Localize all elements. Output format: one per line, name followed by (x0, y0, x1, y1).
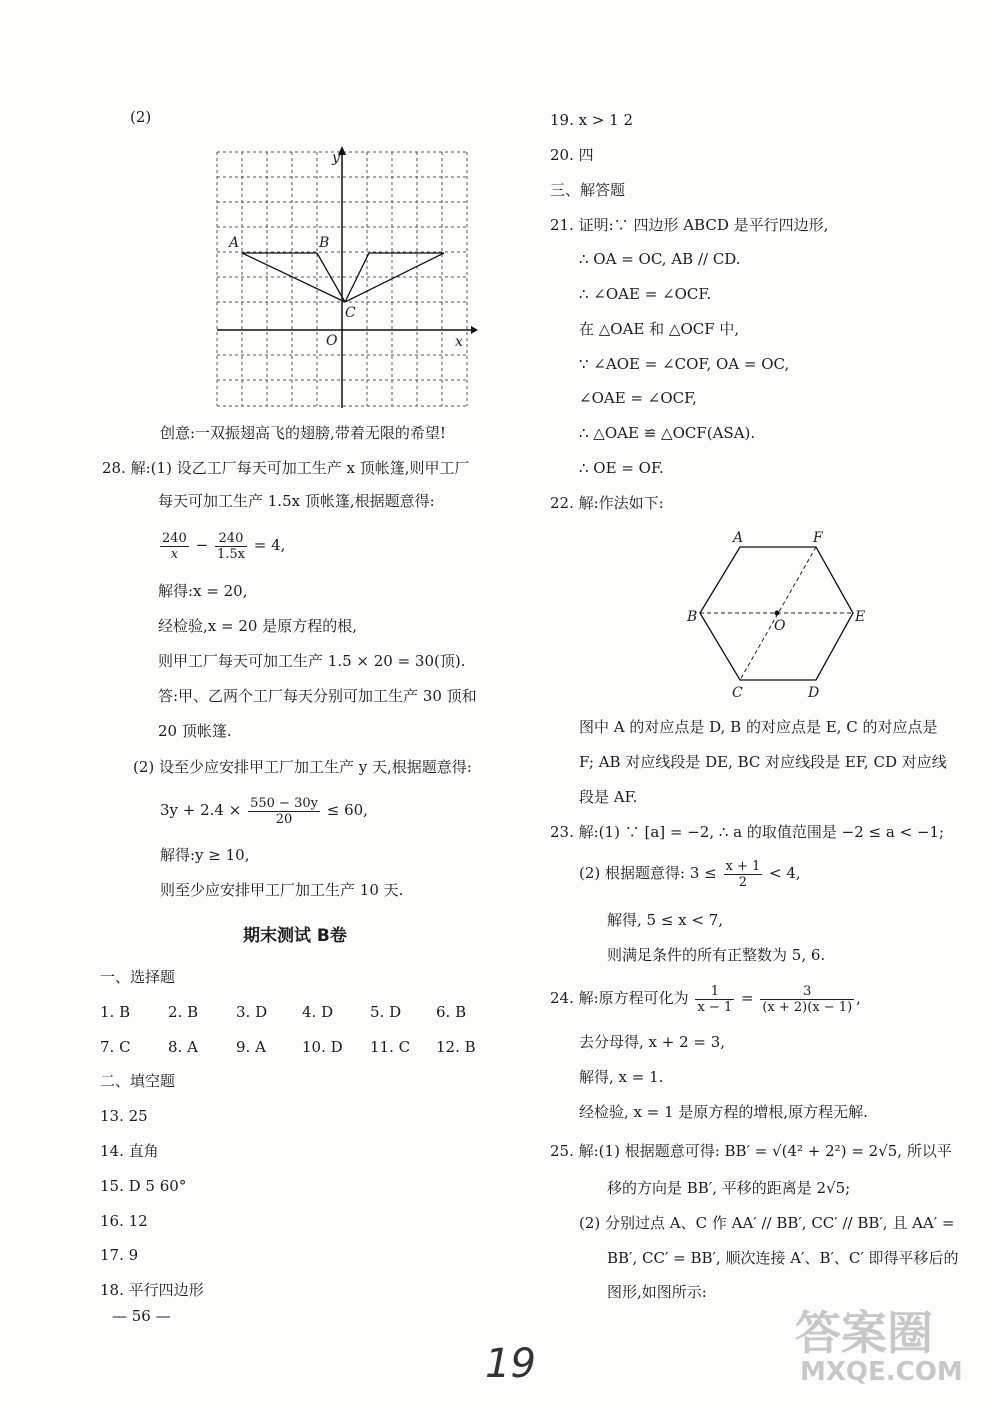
fill-17: 17. 9 (100, 1246, 139, 1264)
q23-part1: 23. 解:(1) ∵ [a] = −2, ∴ a 的取值范围是 −2 ≤ a < −1; (550, 823, 945, 841)
point-label-b: B (319, 235, 330, 251)
q28-then: 则甲工厂每天可加工生产 1.5 × 20 = 30(顶). (158, 652, 466, 670)
q21-line2: ∴ OA = OC, AB // CD. (579, 250, 741, 268)
x-axis-label: x (455, 334, 463, 350)
q22-text1: 图中 A 的对应点是 D, B 的对应点是 E, C 的对应点是 (579, 718, 938, 736)
q22-text3: 段是 AF. (579, 788, 638, 806)
fill-16: 16. 12 (100, 1212, 148, 1230)
q24-line4: 经检验, x = 1 是原方程的增根,原方程无解. (579, 1103, 868, 1121)
section-fill: 二、填空题 (100, 1072, 176, 1090)
point-label-a: A (229, 235, 240, 251)
fill-13: 13. 25 (100, 1107, 148, 1125)
q24-equation: 24. 解:原方程可化为 $\frac{1}{x - 1}$ = $\frac{3}{(x + 2)(x - 1)}$ , (550, 983, 861, 1015)
q23-answer: 则满足条件的所有正整数为 5, 6. (607, 946, 826, 964)
q21-line3: ∴ ∠OAE = ∠OCF. (579, 285, 712, 303)
fill-14: 14. 直角 (100, 1142, 159, 1160)
q22-text2: F; AB 对应线段是 DE, BC 对应线段是 EF, CD 对应线 (579, 753, 947, 771)
q23-part2: (2) 根据题意得: 3 ≤ $\frac{x + 1}{2}$ < 4, (579, 858, 801, 890)
hex-label-o: O (774, 618, 786, 634)
mc-9: 9. A (236, 1038, 266, 1056)
q20: 20. 四 (550, 146, 594, 164)
fill-15: 15. D 5 60° (100, 1177, 187, 1195)
q21-line6: ∠OAE = ∠OCF, (579, 389, 697, 407)
q28-part2: (2) 设至少应安排甲工厂加工生产 y 天,根据题意得: (133, 758, 472, 776)
hexagon-figure (680, 530, 880, 705)
q28-answer2: 20 顶帐篷. (158, 722, 232, 740)
q28-line2: 每天可加工生产 1.5x 顶帐篷,根据题意得: (158, 492, 435, 510)
mc-2: 2. B (168, 1003, 199, 1021)
mc-6: 6. B (436, 1003, 467, 1021)
q25-line2: 移的方向是 BB′, 平移的距离是 2√5; (607, 1179, 851, 1197)
q24-line3: 解得, x = 1. (579, 1068, 664, 1086)
mc-8: 8. A (168, 1038, 198, 1056)
coordinate-grid-figure (215, 150, 470, 410)
hex-label-f: F (813, 530, 823, 546)
q24-line2: 去分母得, x + 2 = 3, (579, 1033, 726, 1051)
q22: 22. 解:作法如下: (550, 494, 664, 512)
part-label-2: (2) (130, 108, 152, 126)
q28-check: 经检验,x = 20 是原方程的根, (158, 617, 357, 635)
q23-solution: 解得, 5 ≤ x < 7, (607, 911, 724, 929)
page-number: — 56 — (112, 1307, 171, 1325)
hex-label-e: E (855, 609, 866, 625)
q25-line4: BB′, CC′ = BB′, 顺次连接 A′、B′、C′ 即得平移后的 (607, 1249, 959, 1267)
q21-line4: 在 △OAE 和 △OCF 中, (579, 320, 740, 338)
q19: 19. x > 1 2 (550, 111, 634, 129)
section-choice: 一、选择题 (100, 968, 176, 986)
hex-label-d: D (808, 685, 820, 701)
q21-line7: ∴ △OAE ≌ △OCF(ASA). (579, 424, 756, 442)
section-title: 期末测试 B卷 (243, 926, 347, 946)
watermark-logo: 答案圈 (795, 1306, 933, 1360)
fill-18: 18. 平行四边形 (100, 1281, 204, 1299)
origin-label: O (326, 333, 338, 349)
q21-line8: ∴ OE = OF. (579, 459, 664, 477)
mc-1: 1. B (100, 1003, 131, 1021)
q28-answer1: 答:甲、乙两个工厂每天分别可加工生产 30 顶和 (158, 687, 477, 705)
hex-label-c: C (732, 685, 743, 701)
point-label-c: C (345, 305, 356, 321)
creative-note: 创意:一双振翅高飞的翅膀,带着无限的希望! (160, 424, 446, 442)
q25-line5: 图形,如图所示: (607, 1283, 707, 1301)
watermark-url: MXQE.COM (800, 1357, 963, 1387)
hex-label-b: B (687, 609, 698, 625)
mc-3: 3. D (236, 1003, 268, 1021)
q28-solution: 解得:x = 20, (158, 582, 248, 600)
mc-10: 10. D (302, 1038, 343, 1056)
q28-line1: 28. 解:(1) 设乙工厂每天可加工生产 x 顶帐篷,则甲工厂 (102, 459, 470, 477)
y-axis-label: y (332, 150, 340, 166)
q21-line1: 21. 证明:∵ 四边形 ABCD 是平行四边形, (550, 216, 829, 234)
mc-7: 7. C (100, 1038, 131, 1056)
q25-line1: 25. 解:(1) 根据题意可得: BB′ = √(4² + 2²) = 2√5, 所以平 (550, 1142, 952, 1160)
q28-part2-solution: 解得:y ≥ 10, (160, 846, 250, 864)
section-answer: 三、解答题 (550, 181, 626, 199)
handwritten-page-note: 19 (485, 1341, 536, 1387)
q28-part2-answer: 则至少应安排甲工厂加工生产 10 天. (160, 881, 404, 899)
mc-11: 11. C (370, 1038, 411, 1056)
mc-5: 5. D (370, 1003, 402, 1021)
mc-4: 4. D (302, 1003, 334, 1021)
hex-label-a: A (733, 530, 744, 546)
q25-line3: (2) 分别过点 A、C 作 AA′ // BB′, CC′ // BB′, 且 AA′ = (579, 1214, 955, 1232)
mc-12: 12. B (436, 1038, 476, 1056)
q28-part2-inequality: 3y + 2.4 × $\frac{550 - 30y}{20}$ ≤ 60, (160, 795, 368, 827)
q21-line5: ∵ ∠AOE = ∠COF, OA = OC, (579, 355, 790, 373)
q28-equation: $\frac{240}{x}$ − $\frac{240}{1.5x}$ = 4, (162, 530, 286, 562)
